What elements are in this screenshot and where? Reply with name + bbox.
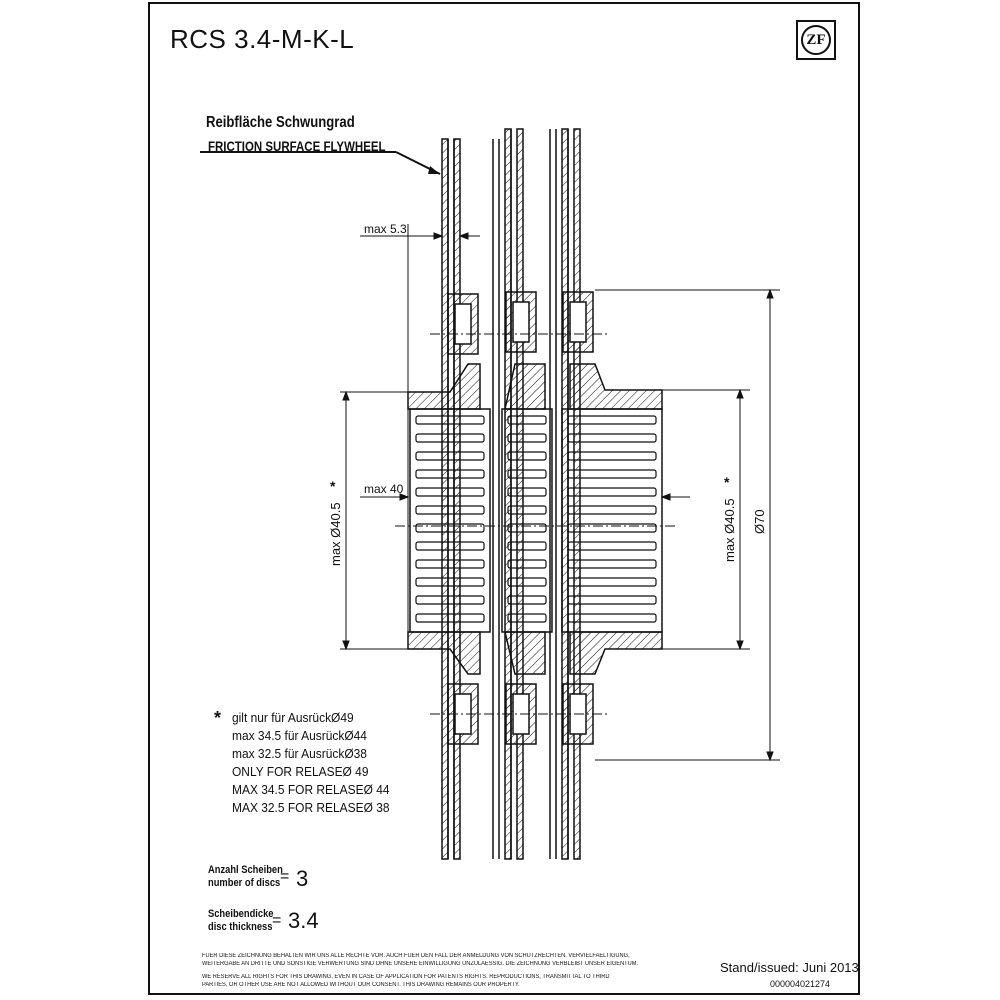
- dim-text-right-d40-5: max Ø40.5: [722, 498, 737, 562]
- note-line-3: max 32.5 für AusrückØ38: [232, 746, 367, 761]
- note-line-2: max 34.5 für AusrückØ44: [232, 728, 367, 743]
- drawing-title: RCS 3.4-M-K-L: [170, 24, 355, 54]
- footer-line-1: FUER DIESE ZEICHNUNG BEHALTEN WIR UNS ALLE RECHTE VOR. AUCH FUER DEN FALL DER ANMELDUNG VON SCHUTZRECHTEN. VERVIELFAELTIGUNG,: [202, 953, 630, 959]
- document-number: 000004021274: [770, 979, 831, 989]
- friction-label-de: Reibfläche Schwungrad: [206, 114, 355, 131]
- dim-text-d70: Ø70: [752, 509, 767, 534]
- zf-logo-mark: ZF: [801, 25, 831, 55]
- note-line-5: MAX 34.5 FOR RELASEØ 44: [232, 782, 390, 797]
- note-line-1: gilt nur für AusrückØ49: [232, 710, 354, 725]
- discs-thickness-label-en: disc thickness: [208, 921, 273, 933]
- clutch-section-drawing: [150, 4, 858, 993]
- footer-line-4: PARTIES, OR OTHER USE ARE NOT ALLOWED WITHOUT OUR CONSENT. THIS DRAWING REMAINS OUR PROPERTY.: [202, 982, 520, 988]
- friction-leader: [200, 152, 440, 174]
- discs-count-eq: =: [280, 868, 290, 885]
- dim-text-left-d40-5: max Ø40.5: [328, 502, 343, 566]
- note-line-4: ONLY FOR RELASEØ 49: [232, 764, 369, 779]
- discs-thickness-eq: =: [272, 912, 282, 929]
- dim-star-left: *: [330, 478, 336, 494]
- note-line-6: MAX 32.5 FOR RELASEØ 38: [232, 800, 390, 815]
- rivets-upper: [448, 292, 593, 354]
- dim-left-d40-5: [340, 392, 410, 649]
- discs-count-value: 3: [296, 866, 309, 891]
- issued-date: Stand/issued: Juni 2013: [720, 960, 859, 975]
- friction-label-en: FRICTION SURFACE FLYWHEEL: [208, 138, 386, 154]
- spline-teeth: [416, 416, 656, 622]
- discs-count-label-de: Anzahl Scheiben: [208, 864, 283, 876]
- discs-count-label-en: number of discs: [208, 877, 281, 889]
- dim-text-max-40: max 40: [364, 482, 404, 496]
- discs-thickness-label-de: Scheibendicke: [208, 908, 274, 920]
- friction-plates: [442, 129, 580, 859]
- dim-text-max-5-3: max 5.3: [364, 222, 407, 236]
- note-star: *: [214, 708, 222, 728]
- footer-line-3: WE RESERVE ALL RIGHTS FOR THIS DRAWING, EVEN IN CASE OF APPLICATION FOR PATENTS RIGHTS. REPRODUCTIONS, TRANSMITTAL TO THIRD: [202, 974, 610, 980]
- dim-star-right: *: [724, 474, 730, 490]
- drawing-sheet: [148, 2, 860, 995]
- discs-thickness-value: 3.4: [288, 908, 319, 933]
- footer-line-2: WEITERGABE AN DRITTE UND SONSTIGE VERWERTUNG SIND OHNE UNSERE EINWILLIGUNG UNZULAESSIG. DIE ZEICHNUNG VERBLEIBT UNSER EIGENTUM.: [202, 961, 639, 967]
